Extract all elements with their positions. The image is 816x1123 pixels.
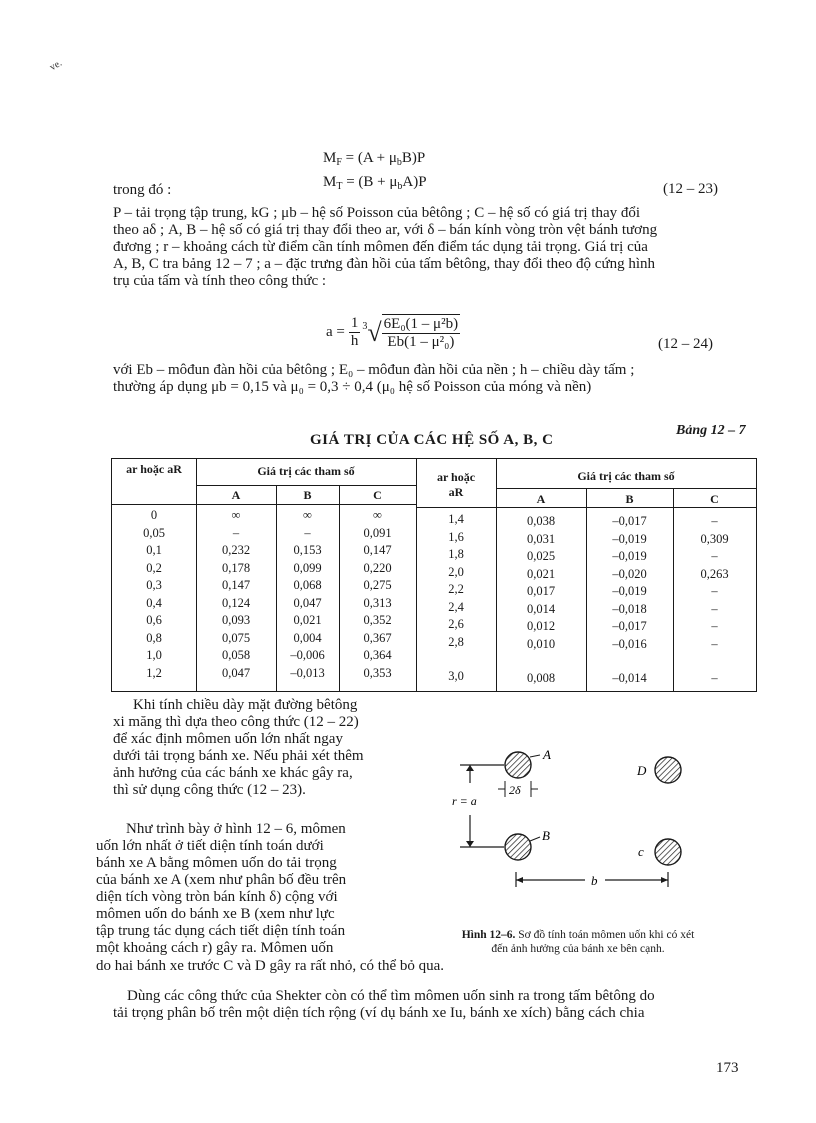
paragraph-definitions [113,205,763,290]
table-cell: 0,6 [146,613,162,627]
table-cell: 1,2 [146,665,162,680]
header-params-right: Giá trị các tham số [577,469,675,483]
table-cell: 0,232 [221,543,251,557]
header-C-left: C [373,488,382,502]
paragraph-shekter [113,988,763,1022]
table-cell: –0,017 [612,514,647,528]
formula-a: a = $\frac{1}{h}$ 3 √ $\frac{\text{6E₀(1 – μ²b)}}{\text{Eb(1 – μ²₀)}}$ [326,315,459,350]
column-A-left [196,507,276,682]
header-params-left: Giá trị các tham số [257,464,355,478]
table-cell: –0,019 [612,549,647,563]
table-cell: –0,013 [290,665,325,680]
intro-label: trong đó : [113,182,172,198]
table-cell: 0,004 [293,630,322,645]
paragraph-moduli [113,362,763,396]
table-cell: –0,020 [612,566,647,581]
text-line: mômen uốn do bánh xe B (xem như lực [96,906,335,922]
table-cell: 1,4 [448,512,464,526]
table-cell: 0,014 [526,601,556,616]
formula-mf: $M_F = (A + \mu_bB)P$ [323,150,426,168]
equation-number-12-24: (12 – 24) [658,336,713,352]
wheel-B [505,834,531,860]
table-cell: 0,3 [146,578,162,592]
table-cell: 0,008 [526,671,556,685]
table-cell: 2,0 [448,564,464,579]
text-line: Như trình bày ở hình 12 – 6, mômen [126,821,346,837]
table-cell: 0,017 [526,584,556,598]
table-cell: 0,364 [363,648,392,662]
header-C-right: C [710,492,719,506]
table-cell: – [711,549,718,563]
header-ar: ar hoặc aR [126,462,182,476]
column-B-right [586,513,673,688]
table-cell: 0,2 [146,560,162,575]
column-B-left [276,507,339,682]
table-cell: 0,147 [363,543,392,557]
table-cell: 0,099 [293,560,322,575]
table-cell: 2,4 [448,599,464,614]
table-cell: – [232,525,240,540]
equation-number-12-23: (12 – 23) [663,181,718,197]
label-b: b [591,873,598,888]
cube-root: 3 √ $\frac{\text{6E₀(1 – μ²b)}}{\text{Eb(1 – μ²₀)}}$ [362,316,459,350]
text-line: đương ; r – khoảng cách từ điểm cần tính mômen đến điểm tác dụng tải trọng. Giá trị của [113,239,648,255]
wheel-D [655,757,681,783]
table-cell: 0,367 [363,630,392,645]
fraction-one-over-h: $\frac{1}{h}$ [350,315,359,349]
label-A: A [543,747,551,762]
table-cell: 0,147 [221,578,251,592]
text-line: để xác định mômen uốn lớn nhất ngay [113,731,343,747]
table-cell: 0,058 [221,648,251,662]
text-line: theo aδ ; A, B – hệ số có giá trị thay đổi theo ar, với δ – bán kính vòng tròn vệt bánh tương [113,222,658,238]
table-cell: 0,021 [293,613,322,627]
table-cell: 0,093 [221,613,251,627]
table-cell: –0,018 [612,601,647,616]
table-cell: 0,047 [221,665,251,680]
table-cell: – [304,525,311,540]
text-line: tải trọng phân bố trên một diện tích rộng (ví dụ bánh xe Iu, bánh xe xích) bằng cách chia [113,1005,645,1021]
text-line: ảnh hưởng của các bánh xe khác gây ra, [113,765,353,781]
text-line: dưới tải trọng bánh xe. Nếu phải xét thêm [113,748,364,764]
text-line: Khi tính chiều dày mặt đường bêtông [133,697,358,713]
table-cell: 2,8 [448,634,464,649]
label-r: r = a [452,794,477,808]
table-cell: 2,2 [448,582,464,596]
text-line: thì sử dụng công thức (12 – 23). [113,782,306,798]
table-cell: 0,010 [526,636,556,651]
table-cell: 0,068 [293,578,322,592]
table-cell: ∞ [303,508,312,522]
table-cell: 0,178 [221,560,251,575]
formula-mt: $M_T = (B + \mu_bA)P$ [323,174,427,192]
text-line: xi măng thì dựa theo công thức (12 – 22) [113,714,359,730]
label-D: D [637,763,647,778]
column-ar-right [416,511,496,686]
figure-caption: Hình 12–6. Sơ đồ tính toán mômen uốn khi có xét đến ảnh hưởng của bánh xe bên cạnh. [461,929,695,955]
text-line: A, B, C tra bảng 12 – 7 ; a – đặc trưng đàn hồi của tấm bêtông, thay đổi theo độ cứng hình [113,256,655,272]
table-cell: 0,075 [221,630,251,645]
corner-mark: ve. [48,57,64,74]
table-cell: 0,05 [143,525,165,540]
page-number: 173 [716,1060,739,1076]
table-cell: – [711,636,718,651]
table-cell: 0,8 [146,630,162,645]
table-cell: –0,017 [612,619,647,633]
text-line: thường áp dụng μb = 0,15 và μ₀ = 0,3 ÷ 0,4 (μ₀ hệ số Poisson của móng và nền) [113,379,592,395]
text-line: một khoảng cách r) gây ra. Mômen uốn [96,940,334,956]
label-2delta: 2δ [509,783,521,797]
column-C-left [339,507,416,682]
table-cell: – [711,601,718,616]
table-cell: – [711,619,718,633]
label-B: B [542,828,550,843]
table-cell: 3,0 [448,669,464,683]
table-cell: 0 [150,508,158,522]
text-line: uốn lớn nhất ở tiết diện tính toán dưới [96,838,324,854]
column-ar-left [112,507,196,682]
table-cell: 0,124 [221,595,251,610]
header-A-left: A [231,488,241,502]
table-cell: 1,0 [146,648,162,662]
table-cell: 0,1 [146,543,162,557]
coefficient-table [111,458,757,692]
table-title: GIÁ TRỊ CỦA CÁC HỆ SỐ A, B, C [310,432,554,448]
table-cell: – [711,514,718,528]
text-line: với Eb – môđun đàn hồi của bêtông ; E₀ – môđun đàn hồi của nền ; h – chiều dày tấm ; [113,362,635,378]
table-cell: –0,006 [290,648,325,662]
wheel-C [655,839,681,865]
text-line: Dùng các công thức của Shekter còn có thể tìm mômen uốn sinh ra trong tấm bêtông do [127,988,655,1004]
table-cell: 0,025 [526,549,556,563]
table-cell: – [711,671,718,685]
header-A-right: A [536,492,546,506]
column-C-right [673,513,756,688]
table-cell: 1,6 [448,529,464,544]
table-cell: 0,4 [146,595,162,610]
table-cell: 0,091 [363,525,392,540]
wheel-A [505,752,531,778]
table-cell: – [711,584,718,598]
table-cell: 0,220 [363,560,392,575]
table-cell: 0,309 [700,531,729,546]
text-line: của bánh xe A (xem như phân bố đều trên [96,872,347,888]
table-cell: 2,6 [448,617,464,631]
table-cell: ∞ [231,508,241,522]
header-ar-right: ar hoặc aR [436,470,476,499]
text-line: diện tích vòng tròn bán kính δ) cộng với [96,889,338,905]
header-B-left: B [303,488,312,502]
table-cell: –0,019 [612,531,647,546]
table-cell: 1,8 [448,547,464,561]
text-line: tập trung tác dụng cách tiết diện tính toán [96,923,346,939]
wheel-load-diagram [440,735,700,905]
table-cell: –0,019 [612,584,647,598]
column-A-right [496,513,586,688]
table-cell: –0,016 [612,636,647,651]
table-cell: 0,047 [293,595,322,610]
table-label: Bảng 12 – 7 [676,423,746,438]
table-cell: –0,014 [612,671,647,685]
table-cell: 0,021 [526,566,556,581]
text-line: bánh xe A bằng mômen uốn do tải trọng [96,855,337,871]
table-cell: 0,012 [526,619,556,633]
text-line: trụ của tấm và tính theo công thức : [113,273,327,289]
paragraph-moment-last: do hai bánh xe trước C và D gây ra rất nhỏ, có thể bỏ qua. [96,958,445,974]
table-cell: 0,038 [526,514,556,528]
table-cell: 0,031 [526,531,556,546]
table-cell: 0,313 [363,595,392,610]
label-C: c [638,844,644,859]
table-cell: ∞ [373,508,382,522]
table-cell: 0,263 [700,566,729,581]
table-cell: 0,353 [363,665,392,680]
table-cell: 0,352 [363,613,392,627]
table-cell: 0,275 [363,578,392,592]
header-B-right: B [625,492,634,506]
paragraph-thickness [113,697,400,799]
table-cell: 0,153 [293,543,322,557]
text-line: P – tải trọng tập trung, kG ; μb – hệ số Poisson của bêtông ; C – hệ số có giá trị thay đổi [113,205,641,221]
paragraph-moment [96,821,398,957]
